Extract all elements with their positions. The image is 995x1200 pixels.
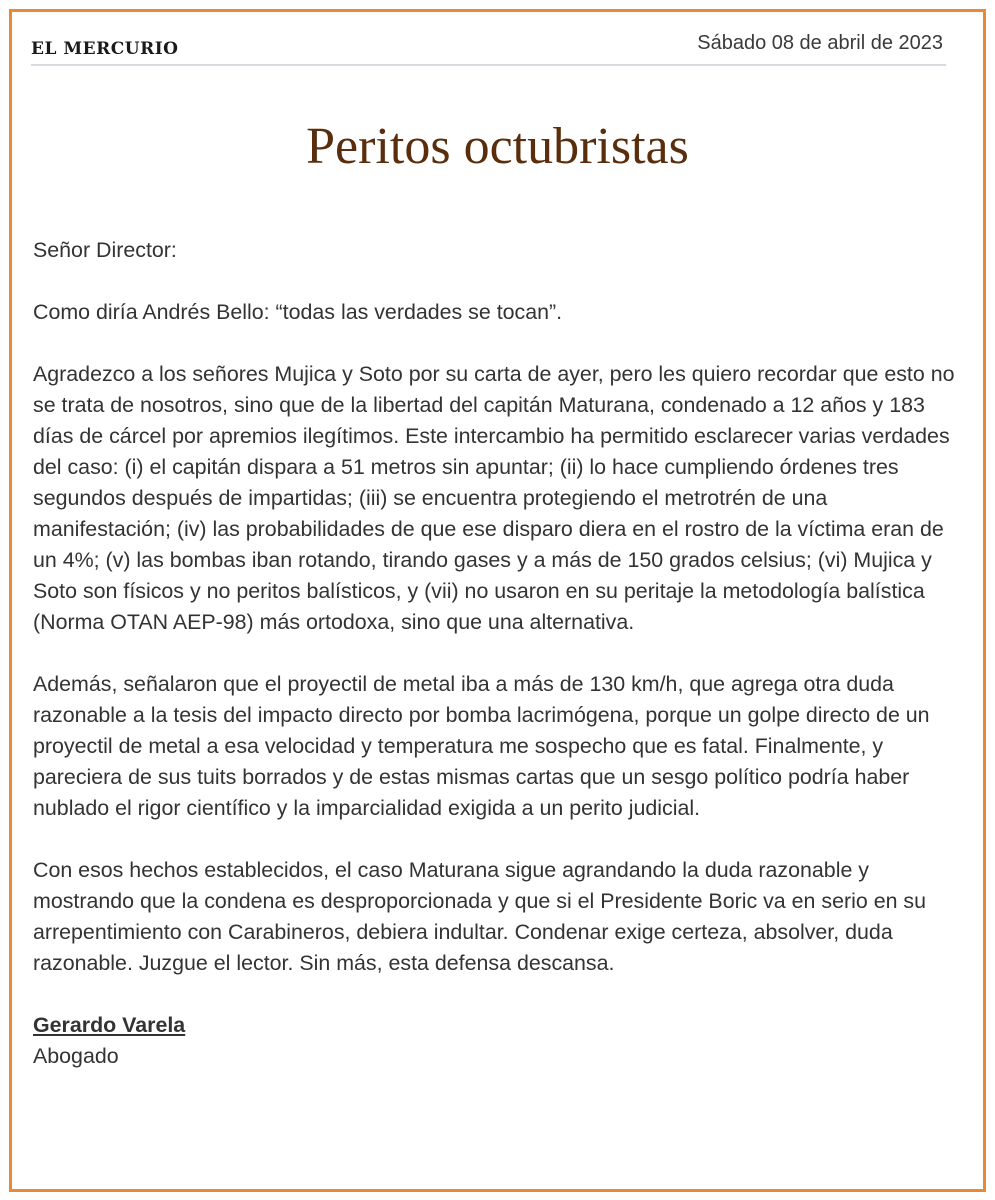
page-title: Peritos octubristas — [306, 118, 689, 175]
letter-card — [9, 9, 986, 1192]
paragraph-3: Además, señalaron que el proyectil de metal iba a más de 130 km/h, que agrega otra duda razonable a la tesis del impacto directo por bomba lacrimógena, porque un golpe directo de un proyectil de metal a esa velocidad y temperatura me sospecho que es fatal. Finalmente, y pareciera de sus tuits borrados y de estas mismas cartas que un sesgo político podría haber nublado el rigor científico y la imparcialidad exigida a un perito judicial. — [33, 672, 930, 820]
paragraph-4: Con esos hechos establecidos, el caso Maturana sigue agrandando la duda razonable y mostrando que la condena es desproporcionada y que si el Presidente Boric va en serio en su arrepentimiento con Carabineros, debiera indultar. Condenar exige certeza, absolver, duda razonable. Juzgue el lector. Sin más, esta defensa descansa. — [33, 858, 927, 975]
salutation: Señor Director: — [33, 238, 177, 262]
publication-date: Sábado 08 de abril de 2023 — [697, 32, 943, 54]
paragraph-2: Agradezco a los señores Mujica y Soto por su carta de ayer, pero les quiero recordar que esto no se trata de nosotros, sino que de la libertad del capitán Maturana, condenado a 12 años y 183 días de cárcel por apremios ilegítimos. Este intercambio ha permitido esclarecer varias verdades del caso: (i) el capitán dispara a 51 metros sin apuntar; (ii) lo hace cumpliendo órdenes tres segundos después de impartidas; (iii) se encuentra protegiendo el metrotrén de una manifestación; (iv) las probabilidades de que ese disparo diera en el rostro de la víctima eran de un 4%; (v) las bombas iban rotando, tirando gases y a más de 150 grados celsius; (vi) Mujica y Soto son físicos y no peritos balísticos, y (vii) no usaron en su peritaje la metodología balística (Norma OTAN AEP-98) más ortodoxa, sino que una alternativa. — [33, 362, 955, 634]
signature-block — [33, 1010, 968, 1072]
paragraph-1: Como diría Andrés Bello: “todas las verdades se tocan”. — [33, 300, 563, 324]
letter-body — [33, 235, 968, 1072]
newspaper-logo: EL MERCURIO — [31, 39, 179, 59]
masthead — [31, 30, 946, 66]
author-role: Abogado — [33, 1044, 119, 1068]
author-name-link[interactable]: Gerardo Varela — [33, 1013, 186, 1037]
